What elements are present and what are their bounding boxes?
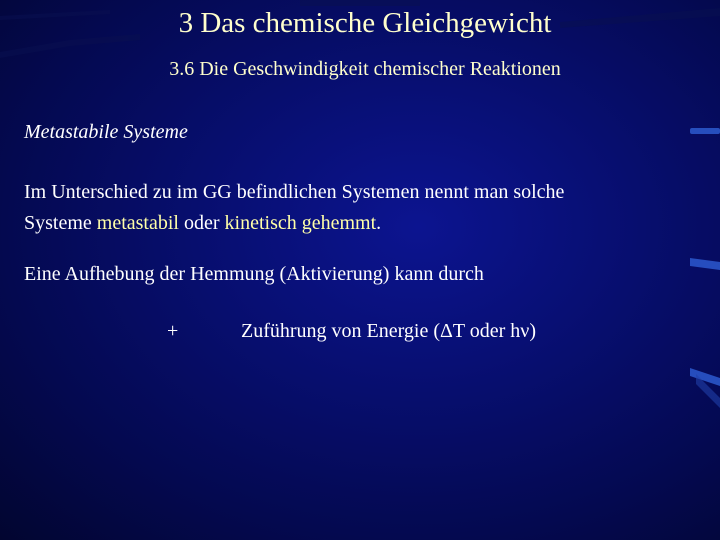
section-heading: Metastabile Systeme: [24, 121, 188, 143]
paragraph-text: Im Unterschied zu im GG befindlichen Systemen nennt man solche: [24, 181, 565, 203]
paragraph-activation: Eine Aufhebung der Hemmung (Aktivierung) kann durch: [24, 263, 484, 285]
list-marker: +: [167, 320, 179, 342]
highlight-term-kinetisch-gehemmt: kinetisch gehemmt: [224, 212, 377, 234]
paragraph-metastable: [24, 177, 564, 239]
highlight-term-metastabil: metastabil: [96, 212, 179, 234]
paragraph-text: .: [376, 212, 382, 234]
list-item-energy: Zuführung von Energie (ΔT oder hν): [241, 320, 536, 342]
paragraph-text: Systeme: [24, 212, 97, 234]
slide-title: 3 Das chemische Gleichgewicht: [178, 7, 552, 39]
paragraph-text: oder: [178, 212, 225, 234]
slide-subtitle: 3.6 Die Geschwindigkeit chemischer Reaktionen: [169, 58, 561, 80]
